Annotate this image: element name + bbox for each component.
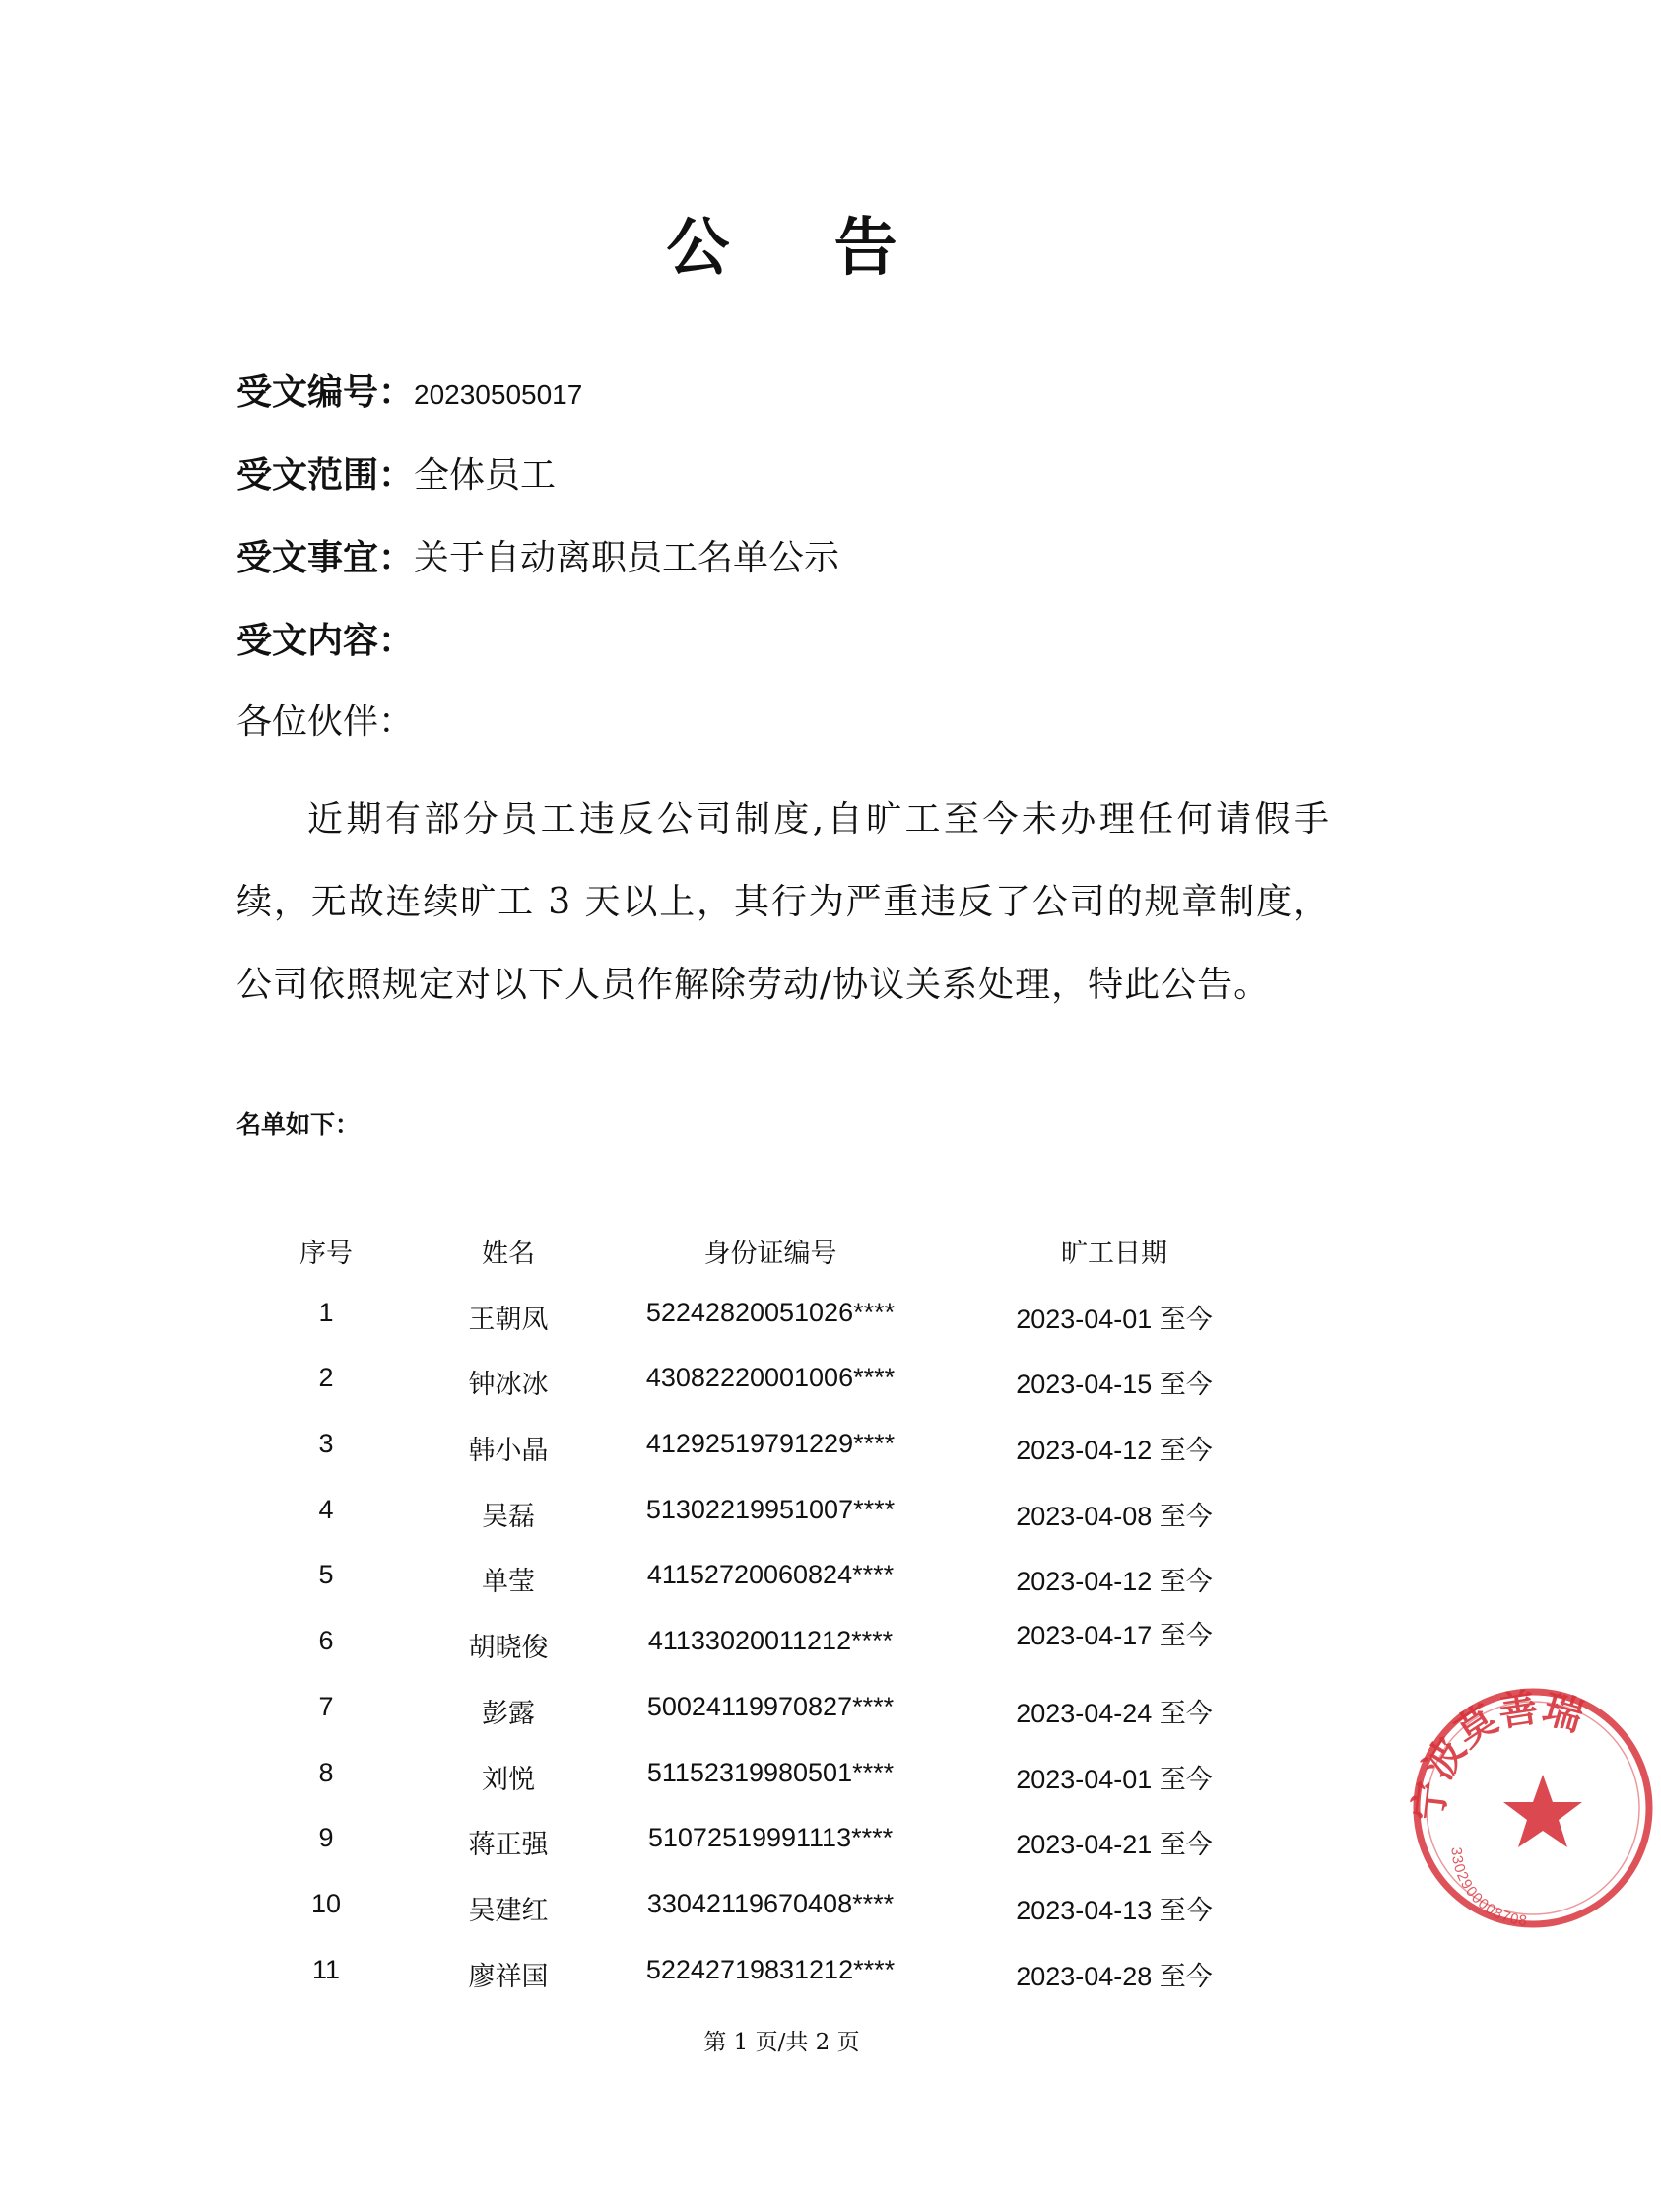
cell-absence-date: 2023-04-24 至今 [1016,1698,1213,1728]
doc-number-label: 受文编号： [236,371,415,413]
header-name: 姓名 [482,1239,535,1269]
cell-absence-date: 2023-04-12 至今 [1016,1436,1213,1466]
cell-id-number: 52242820051026**** [645,1297,896,1327]
body-paragraph: 近期有部分员工违反公司制度,自旷工至今未办理任何请假手续，无故连续旷工 3 天以上，其行为严重违反了公司的规章制度，公司依照规定对以下人员作解除劳动/协议关系处理，特此公告。 [236,799,1330,1005]
cell-index: 2 [318,1363,334,1393]
cell-name: 单莹 [482,1567,535,1598]
cell-index: 11 [311,1954,341,1984]
table-row [236,1280,1320,1346]
seal-text: 宁波莫善瑞 [1406,1685,1588,1824]
cell-name: 蒋正强 [468,1830,549,1861]
cell-absence-date: 2023-04-01 至今 [1016,1764,1213,1794]
cell-name: 彭露 [482,1698,535,1729]
cell-absence-date: 2023-04-21 至今 [1016,1830,1213,1860]
header-index: 序号 [299,1239,353,1269]
cell-id-number: 50024119970827**** [646,1691,895,1721]
table-row [236,1805,1320,1871]
table-row [236,1477,1320,1543]
list-title: 名单如下： [236,1110,361,1139]
cell-index: 7 [318,1691,334,1721]
cell-absence-date: 2023-04-12 至今 [1016,1567,1213,1597]
svg-text:3302900008708 [1447,1846,1528,1929]
scope-label: 受文范围： [236,454,415,496]
cell-id-number: 51072519991113**** [647,1823,894,1853]
scope-value: 全体员工 [414,455,557,496]
cell-index: 10 [310,1888,342,1918]
table-row [236,1740,1320,1806]
table-row [236,1345,1320,1411]
cell-id-number: 52242719831212**** [645,1954,896,1984]
cell-index: 4 [318,1494,334,1524]
cell-id-number: 43082220001006**** [645,1363,896,1393]
seal-code: 3302900008708 [1447,1846,1529,1930]
greeting: 各位伙伴： [236,702,415,742]
header-absence-date: 旷工日期 [1061,1239,1167,1269]
table-row [236,1608,1320,1674]
cell-index: 6 [318,1626,334,1656]
document-title: 公 告 [666,212,939,285]
cell-id-number: 41292519791229**** [645,1429,896,1459]
header-id-number: 身份证编号 [703,1239,837,1269]
cell-index: 1 [318,1297,334,1327]
cell-id-number: 33042119670408**** [646,1888,895,1918]
table-row [236,1871,1320,1937]
table-row [236,1411,1320,1477]
cell-id-number: 41152720060824**** [646,1560,895,1590]
table-row [236,1937,1320,2003]
seal-star-icon [1503,1775,1582,1847]
cell-name: 钟冰冰 [468,1370,549,1401]
cell-absence-date: 2023-04-15 至今 [1016,1370,1213,1400]
cell-absence-date: 2023-04-28 至今 [1016,1961,1213,1991]
cell-index: 8 [318,1757,334,1787]
cell-absence-date: 2023-04-01 至今 [1016,1304,1213,1334]
cell-name: 廖祥国 [468,1961,549,1992]
cell-id-number: 41133020011212**** [647,1626,894,1656]
table-row [236,1542,1320,1608]
field-content [236,619,414,663]
doc-number-value: 20230505017 [414,379,583,410]
cell-absence-date: 2023-04-13 至今 [1016,1895,1213,1925]
cell-absence-date: 2023-04-17 至今 [1016,1621,1213,1651]
page-footer: 第 1 页/共 2 页 [703,2030,860,2055]
cell-name: 王朝凤 [468,1304,549,1335]
subject-label: 受文事宜： [236,537,415,578]
cell-id-number: 51152319980501**** [646,1757,895,1787]
cell-index: 5 [318,1560,334,1590]
cell-name: 胡晓俊 [468,1633,549,1664]
cell-id-number: 51302219951007**** [645,1494,896,1524]
field-scope [236,453,556,498]
table-row [236,1674,1320,1740]
field-subject [236,536,839,580]
cell-absence-date: 2023-04-08 至今 [1016,1501,1213,1531]
subject-value: 关于自动离职员工名单公示 [414,538,840,578]
cell-index: 3 [318,1429,334,1459]
cell-name: 吴磊 [482,1501,535,1532]
content-label: 受文内容： [236,620,415,661]
table-header-row [236,1214,1320,1280]
cell-name: 刘悦 [482,1764,535,1795]
cell-name: 韩小晶 [468,1436,549,1467]
cell-name: 吴建红 [468,1895,549,1926]
company-seal [1405,1680,1661,1936]
field-doc-number [236,370,582,417]
staff-table [236,1214,1320,2002]
cell-index: 9 [318,1823,334,1853]
